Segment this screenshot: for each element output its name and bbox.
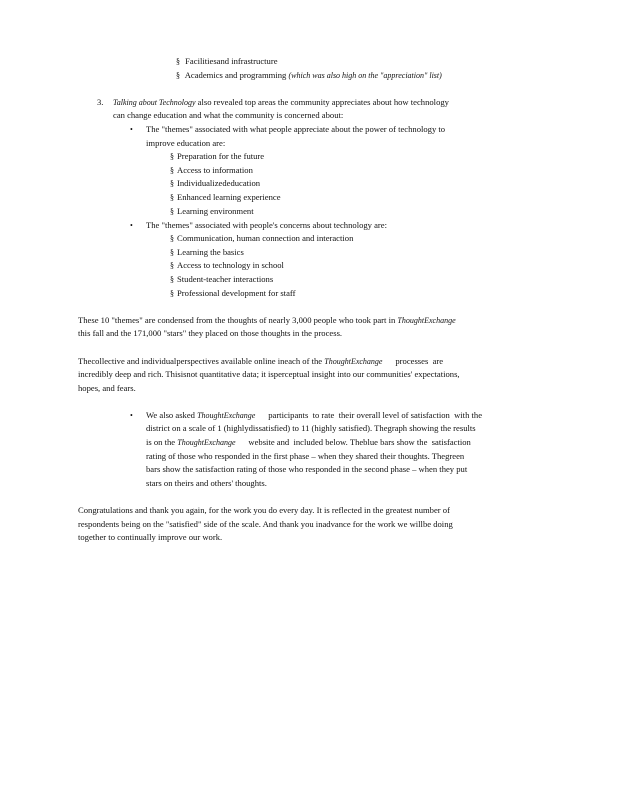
bullet2-subitem-text: Learning the basics <box>177 247 244 257</box>
item3-line1 <box>113 97 449 108</box>
para1-line2: this fall and the 171,000 "stars" they placed on those thoughts in the process. <box>78 328 343 338</box>
bullet1-line1: The "themes" associated with what people appreciate about the power of technology to <box>146 124 446 134</box>
sublist-item <box>176 56 278 67</box>
bullet2-line1: The "themes" associated with people's concerns about technology are: <box>146 220 387 230</box>
bullet1-subitem-text: Access to information <box>177 165 253 175</box>
bullet1-subitem-text: Preparation for the future <box>177 151 265 161</box>
section-bullet-icon: § <box>170 289 174 298</box>
section-bullet-icon: § <box>176 57 180 66</box>
bullet1-subitem-text: Enhanced learning experience <box>177 192 281 202</box>
section-bullet-icon: § <box>170 234 174 243</box>
para3-text-post: website and included below. Theblue bars show the satisfaction <box>235 437 471 447</box>
thoughtexchange-name: ThoughtExchange <box>177 438 236 447</box>
bullet1-subitem <box>170 151 264 162</box>
section-bullet-icon: § <box>170 179 174 188</box>
item3-number: 3. <box>97 97 104 107</box>
para3-line5: bars show the satisfaction rating of those who responded in the second phase – when they put <box>146 464 468 474</box>
bullet2-subitem <box>170 247 244 258</box>
bullet2-subitem <box>170 233 353 244</box>
para2-text-post: processes are <box>382 356 444 366</box>
section-bullet-icon: § <box>170 248 174 257</box>
sublist-item <box>176 70 442 81</box>
para3-line4: rating of those who responded in the first phase – when they shared their thoughts. Thegreen <box>146 451 465 461</box>
bullet2-subitem-text: Communication, human connection and interaction <box>177 233 354 243</box>
bullet2-subitem-text: Professional development for staff <box>177 288 296 298</box>
para4-line2: respondents being on the "satisfied" side of the scale. And thank you inadvance for the work we willbe doing <box>78 519 453 529</box>
para3-text: is on the <box>146 437 178 447</box>
para3-line2: district on a scale of 1 (highlydissatisfied) to 11 (highly satisfied). Thegraph showing the results <box>146 423 476 433</box>
section-bullet-icon: § <box>170 166 174 175</box>
bullet-icon: • <box>130 221 133 230</box>
para3-line6: stars on theirs and others' thoughts. <box>146 478 267 488</box>
thoughtexchange-name: ThoughtExchange <box>397 316 456 325</box>
item3-line1-text: also revealed top areas the community appreciates about how technology <box>195 97 449 107</box>
bullet1-subitem-text: Learning environment <box>177 206 254 216</box>
section-bullet-icon: § <box>170 152 174 161</box>
bullet2-subitem-text: Student-teacher interactions <box>177 274 274 284</box>
bullet1-subitem <box>170 165 253 176</box>
bullet2-subitem <box>170 260 284 271</box>
para4-line3: together to continually improve our work. <box>78 532 223 542</box>
para3-line1 <box>146 410 482 421</box>
para3-text-post: participants to rate their overall level of satisfaction with the <box>255 410 483 420</box>
bullet2-subitem <box>170 274 273 285</box>
bullet1-subitem-text: Individualizededucation <box>177 178 261 188</box>
section-bullet-icon: § <box>176 71 180 80</box>
para1-text: These 10 "themes" are condensed from the thoughts of nearly 3,000 people who took part in <box>78 315 398 325</box>
thoughtexchange-name: ThoughtExchange <box>324 357 383 366</box>
bullet1-line2: improve education are: <box>146 138 226 148</box>
item3-line2: can change education and what the community is concerned about: <box>113 110 344 120</box>
bullet2-subitem-text: Access to technology in school <box>177 260 284 270</box>
section-bullet-icon: § <box>170 207 174 216</box>
section-bullet-icon: § <box>170 261 174 270</box>
para2-line1 <box>78 356 443 367</box>
bullet-icon: • <box>130 411 133 420</box>
bullet1-subitem <box>170 178 260 189</box>
para3-text: We also asked <box>146 410 198 420</box>
sublist-item-note: (which was also high on the "appreciation" list) <box>288 71 442 80</box>
bullet2-subitem <box>170 288 295 299</box>
para1-line1 <box>78 315 456 326</box>
section-bullet-icon: § <box>170 275 174 284</box>
thoughtexchange-name: ThoughtExchange <box>197 411 256 420</box>
bullet1-subitem <box>170 206 254 217</box>
para2-line2: incredibly deep and rich. Thisisnot quantitative data; it isperceptual insight into our communities' expectations, <box>78 369 460 379</box>
para4-line1: Congratulations and thank you again, for the work you do every day. It is reflected in the greatest number of <box>78 505 450 515</box>
para2-line3: hopes, and fears. <box>78 383 136 393</box>
bullet-icon: • <box>130 125 133 134</box>
item3-title: Talking about Technology <box>113 98 196 107</box>
para3-line3 <box>146 437 471 448</box>
para2-text: Thecollective and individualperspectives available online ineach of the <box>78 356 325 366</box>
sublist-item-text: Academics and programming <box>184 70 289 80</box>
sublist-item-text: Facilitiesand infrastructure <box>185 56 278 66</box>
bullet1-subitem <box>170 192 281 203</box>
section-bullet-icon: § <box>170 193 174 202</box>
